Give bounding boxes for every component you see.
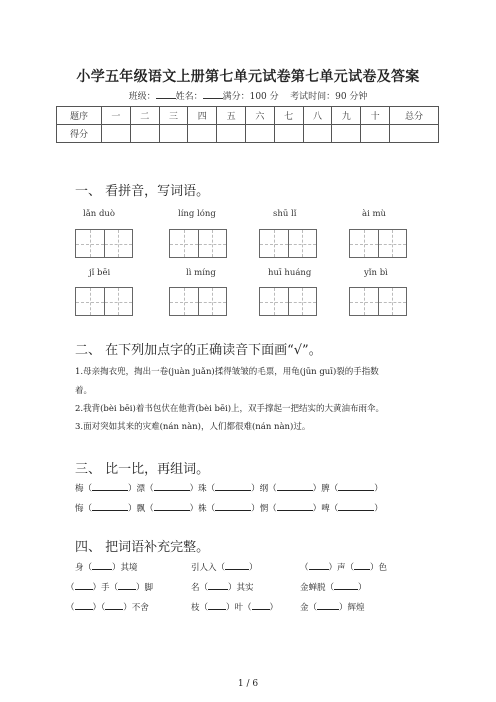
answer-blank[interactable] (309, 561, 329, 570)
answer-blank[interactable] (105, 601, 123, 610)
writing-grid[interactable] (169, 229, 227, 258)
char-label: 珠 (198, 484, 207, 494)
pinyin-label: líng lóng (178, 209, 216, 219)
score-table-header-row (57, 107, 439, 125)
pinyin-label: huī huáng (268, 268, 312, 278)
char-label: 惘 (259, 504, 269, 514)
name-label: 姓名： (175, 92, 203, 102)
score-cell[interactable] (245, 125, 274, 143)
score-table (56, 106, 439, 143)
writing-grid[interactable] (349, 287, 407, 316)
idiom-item: 金（ ）辉煌 (300, 603, 365, 613)
table-cell: 九 (332, 107, 361, 125)
answer-blank[interactable] (317, 601, 339, 610)
exam-time: 考试时间：90 分钟 (290, 92, 368, 102)
section3-heading: 三、 比一比，再组词。 (75, 462, 210, 477)
question-line: 2.我背(bèi bēi)着书包伏在他背(bèi bēi)上，双手撑起一把结实的大黄油布雨伞。 (75, 404, 385, 414)
section1-heading: 一、 看拼音，写词语。 (75, 184, 210, 199)
pinyin-label: lǎn duò (83, 209, 115, 219)
answer-blank[interactable] (354, 561, 370, 570)
pinyin-label: jǐ bēi (89, 268, 111, 278)
writing-grid[interactable] (349, 229, 407, 258)
answer-blank[interactable] (252, 601, 270, 610)
answer-blank[interactable] (225, 561, 249, 570)
answer-blank[interactable] (208, 601, 226, 610)
answer-blank[interactable] (154, 482, 190, 491)
answer-blank[interactable] (92, 561, 112, 570)
exam-info (0, 89, 496, 102)
table-cell: 得分 (57, 125, 102, 143)
char-label: 飘 (136, 504, 146, 514)
char-label: 漂 (136, 484, 146, 494)
table-cell: 十 (361, 107, 390, 125)
answer-blank[interactable] (92, 502, 128, 511)
score-cell[interactable] (303, 125, 332, 143)
char-label: 株 (198, 504, 207, 514)
answer-blank[interactable] (277, 482, 313, 491)
table-cell: 七 (274, 107, 303, 125)
score-cell[interactable] (361, 125, 390, 143)
section2-heading: 二、 在下列加点字的正确读音下面画“√”。 (75, 343, 322, 358)
table-cell: 八 (303, 107, 332, 125)
idiom-item: 枝（ ）叶（ ） (191, 603, 279, 613)
score-cell[interactable] (217, 125, 246, 143)
idiom-item: 身（ ）其境 (75, 563, 138, 573)
answer-blank[interactable] (118, 581, 136, 590)
idiom-item: 引人入（ ） (191, 563, 258, 573)
char-label: 啤 (321, 504, 330, 514)
answer-blank[interactable] (75, 601, 93, 610)
score-table-score-row (57, 125, 439, 143)
char-label: 脾 (321, 484, 330, 494)
char-label: 悔 (75, 504, 84, 514)
writing-grid[interactable] (259, 287, 317, 316)
score-cell[interactable] (332, 125, 361, 143)
table-cell: 一 (102, 107, 131, 125)
score-cell[interactable] (274, 125, 303, 143)
full-score: 满分：100 分 (222, 92, 279, 102)
writing-grid[interactable] (75, 287, 133, 316)
table-cell: 五 (217, 107, 246, 125)
question-line: 着。 (75, 386, 93, 396)
writing-grid[interactable] (169, 287, 227, 316)
name-blank[interactable] (203, 89, 223, 99)
compare-row: 悔（ ）飘（ ）株（ ）惘（ ）啤（ ） (75, 504, 383, 514)
char-label: 纲 (259, 484, 269, 494)
pinyin-label: shū lǐ (273, 209, 297, 219)
answer-blank[interactable] (75, 581, 93, 590)
answer-blank[interactable] (277, 502, 313, 511)
question-line: 1.母亲掏衣兜，掏出一卷(juàn juǎn)揉得皱皱的毛票，用龟(jūn guī)裂的手指数 (75, 367, 379, 377)
table-cell: 总分 (390, 107, 439, 125)
answer-blank[interactable] (338, 502, 374, 511)
score-cell[interactable] (159, 125, 188, 143)
idiom-item: 金蝉脱（ ） (300, 583, 367, 593)
table-cell: 二 (130, 107, 159, 125)
answer-blank[interactable] (334, 581, 358, 590)
pinyin-label: ài mù (362, 209, 387, 219)
pinyin-label: lì míng (186, 268, 216, 278)
score-cell[interactable] (130, 125, 159, 143)
idiom-item: （ ）手（ ）脚 (66, 583, 154, 593)
page-title: 小学五年级语文上册第七单元试卷第七单元试卷及答案 (76, 69, 420, 85)
score-cell[interactable] (188, 125, 217, 143)
answer-blank[interactable] (338, 482, 374, 491)
answer-blank[interactable] (208, 581, 228, 590)
class-label: 班级： (128, 92, 156, 102)
answer-blank[interactable] (154, 502, 190, 511)
writing-grid[interactable] (259, 229, 317, 258)
writing-grid[interactable] (75, 229, 133, 258)
pinyin-label: yǐn bì (364, 268, 388, 278)
idiom-item: （ ）声（ ）色 (300, 563, 388, 573)
question-line: 3.面对突如其来的灾难(nán nàn)，人们都很难(nán nàn)过。 (75, 422, 311, 432)
table-cell: 六 (245, 107, 274, 125)
score-cell[interactable] (102, 125, 131, 143)
answer-blank[interactable] (215, 502, 251, 511)
table-cell: 三 (159, 107, 188, 125)
table-cell: 题序 (57, 107, 102, 125)
idiom-item: 名（ ）其实 (191, 583, 254, 593)
page-number: 1 / 6 (237, 679, 259, 689)
char-label: 梅 (75, 484, 84, 494)
class-blank[interactable] (156, 89, 176, 99)
table-cell: 四 (188, 107, 217, 125)
compare-row: 梅（ ）漂（ ）珠（ ）纲（ ）脾（ ） (75, 484, 383, 494)
answer-blank[interactable] (92, 482, 128, 491)
idiom-item: （ ）（ ）不舍 (66, 603, 149, 613)
score-cell[interactable] (390, 125, 439, 143)
section4-heading: 四、 把词语补充完整。 (75, 540, 210, 555)
answer-blank[interactable] (215, 482, 251, 491)
